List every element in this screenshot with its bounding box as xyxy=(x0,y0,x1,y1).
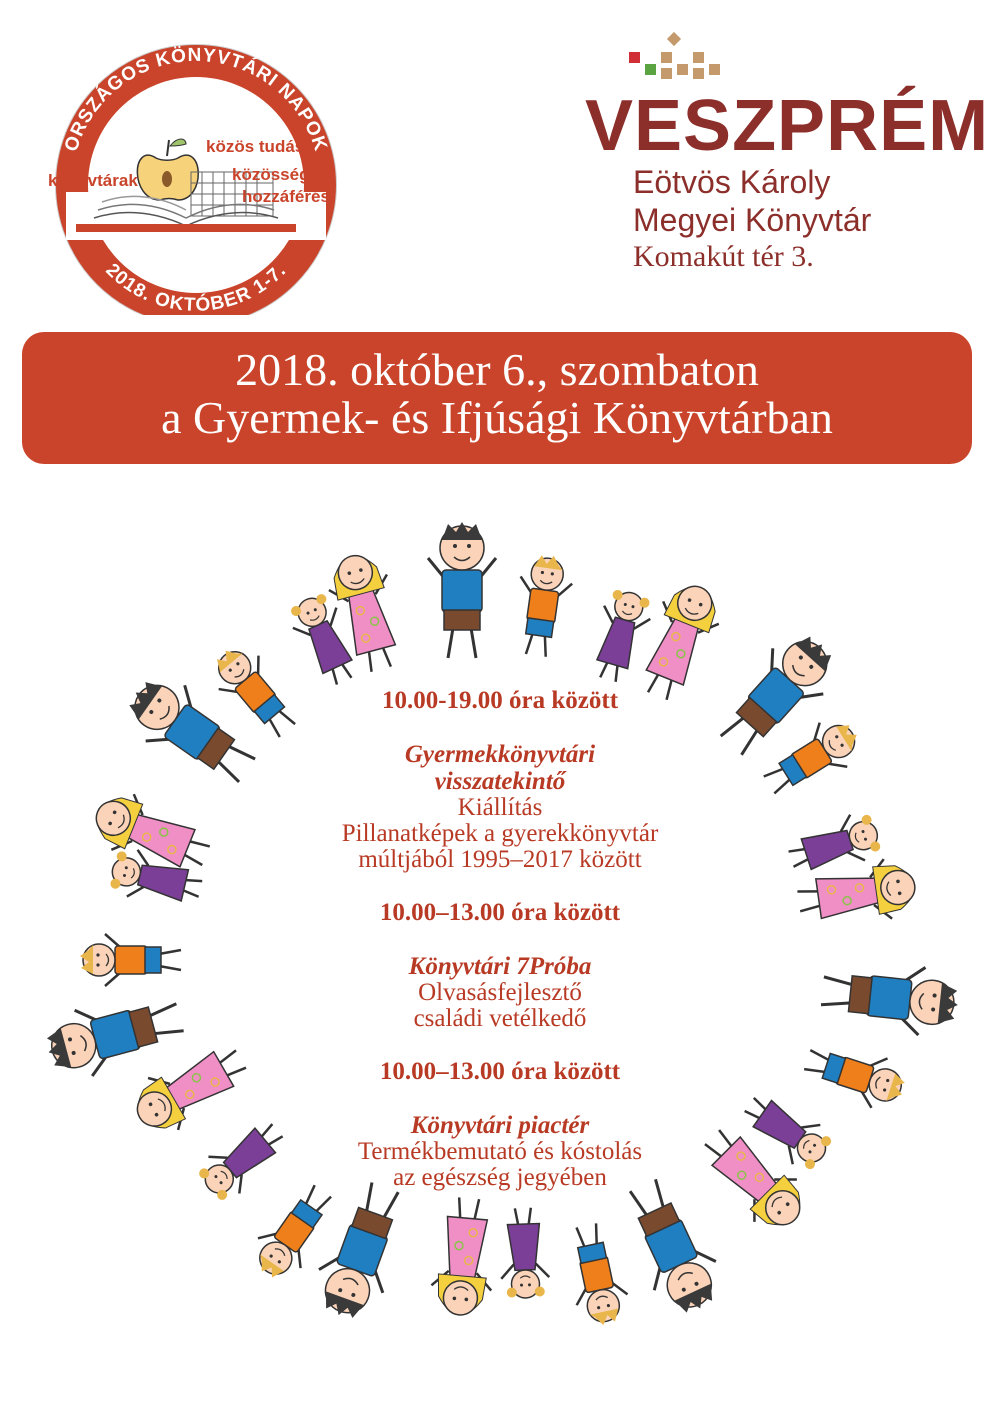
child-figure-18 xyxy=(244,1176,345,1289)
program-time: 10.00–13.00 óra között xyxy=(379,1058,621,1085)
child-figure-21 xyxy=(40,984,189,1085)
program-description: Kiállítás xyxy=(457,794,543,821)
child-figure-13 xyxy=(612,1171,731,1323)
child-figure-17 xyxy=(307,1176,417,1327)
logo-word-konyvtarak: könyvtárak xyxy=(48,171,138,190)
program-title: visszatekintő xyxy=(434,768,566,795)
library-address: Komakút tér 3. xyxy=(633,240,814,273)
program-title: Gyermekkönyvtári xyxy=(404,741,596,768)
child-figure-1 xyxy=(428,522,496,658)
child-figure-23 xyxy=(107,845,205,912)
logo-word-hozzaferes: hozzáférés xyxy=(242,187,330,206)
event-date-banner xyxy=(22,332,972,464)
child-figure-4 xyxy=(585,586,656,686)
child-figure-20 xyxy=(125,1033,256,1143)
program-list xyxy=(250,686,750,1191)
logo-word-kozossegi: közösségi xyxy=(232,165,315,184)
library-name-line1: Eötvös Károly xyxy=(633,164,831,200)
program-item xyxy=(250,898,750,1032)
program-description: Olvasásfejlesztő xyxy=(418,979,582,1006)
child-figure-10 xyxy=(799,1035,911,1116)
program-item xyxy=(250,1057,750,1191)
banner-line-date: 2018. október 6., szombaton xyxy=(235,344,759,395)
program-time: 10.00-19.00 óra között xyxy=(381,687,619,714)
konyvtari-napok-logo xyxy=(36,40,356,315)
program-description: az egészség jegyében xyxy=(393,1164,607,1191)
child-figure-7 xyxy=(784,809,884,882)
program-time: 10.00–13.00 óra között xyxy=(379,899,621,926)
banner-line-venue: a Gyermek- és Ifjúsági Könyvtárban xyxy=(161,392,833,443)
program-description: családi vetélkedő xyxy=(413,1005,587,1032)
crown-icon xyxy=(625,28,735,83)
program-description: Pillanatképek a gyerekkönyvtár xyxy=(341,820,659,847)
library-brand xyxy=(585,28,990,278)
child-figure-22 xyxy=(80,934,181,986)
program-title: Könyvtári 7Próba xyxy=(408,953,592,980)
child-figure-15 xyxy=(499,1207,550,1299)
program-description: Termékbemutató és kóstolás xyxy=(357,1138,643,1165)
city-name: VESZPRÉM xyxy=(585,86,990,166)
program-item xyxy=(250,686,750,873)
logo-arc-top: ORSZÁGOS KÖNYVTÁRI NAPOK xyxy=(60,44,332,155)
program-description: múltjából 1995–2017 között xyxy=(358,846,642,873)
apple-icon xyxy=(137,139,198,200)
child-figure-16 xyxy=(429,1196,499,1318)
logo-word-kozos-tudas: közös tudás xyxy=(206,137,305,156)
child-figure-2 xyxy=(510,552,576,659)
library-name-line2: Megyei Könyvtár xyxy=(633,202,872,238)
program-title: Könyvtári piactér xyxy=(410,1112,590,1139)
child-figure-14 xyxy=(561,1220,633,1330)
logo-arc-bottom: 2018. OKTÓBER 1-7. xyxy=(101,259,291,315)
child-figure-9 xyxy=(819,957,961,1039)
